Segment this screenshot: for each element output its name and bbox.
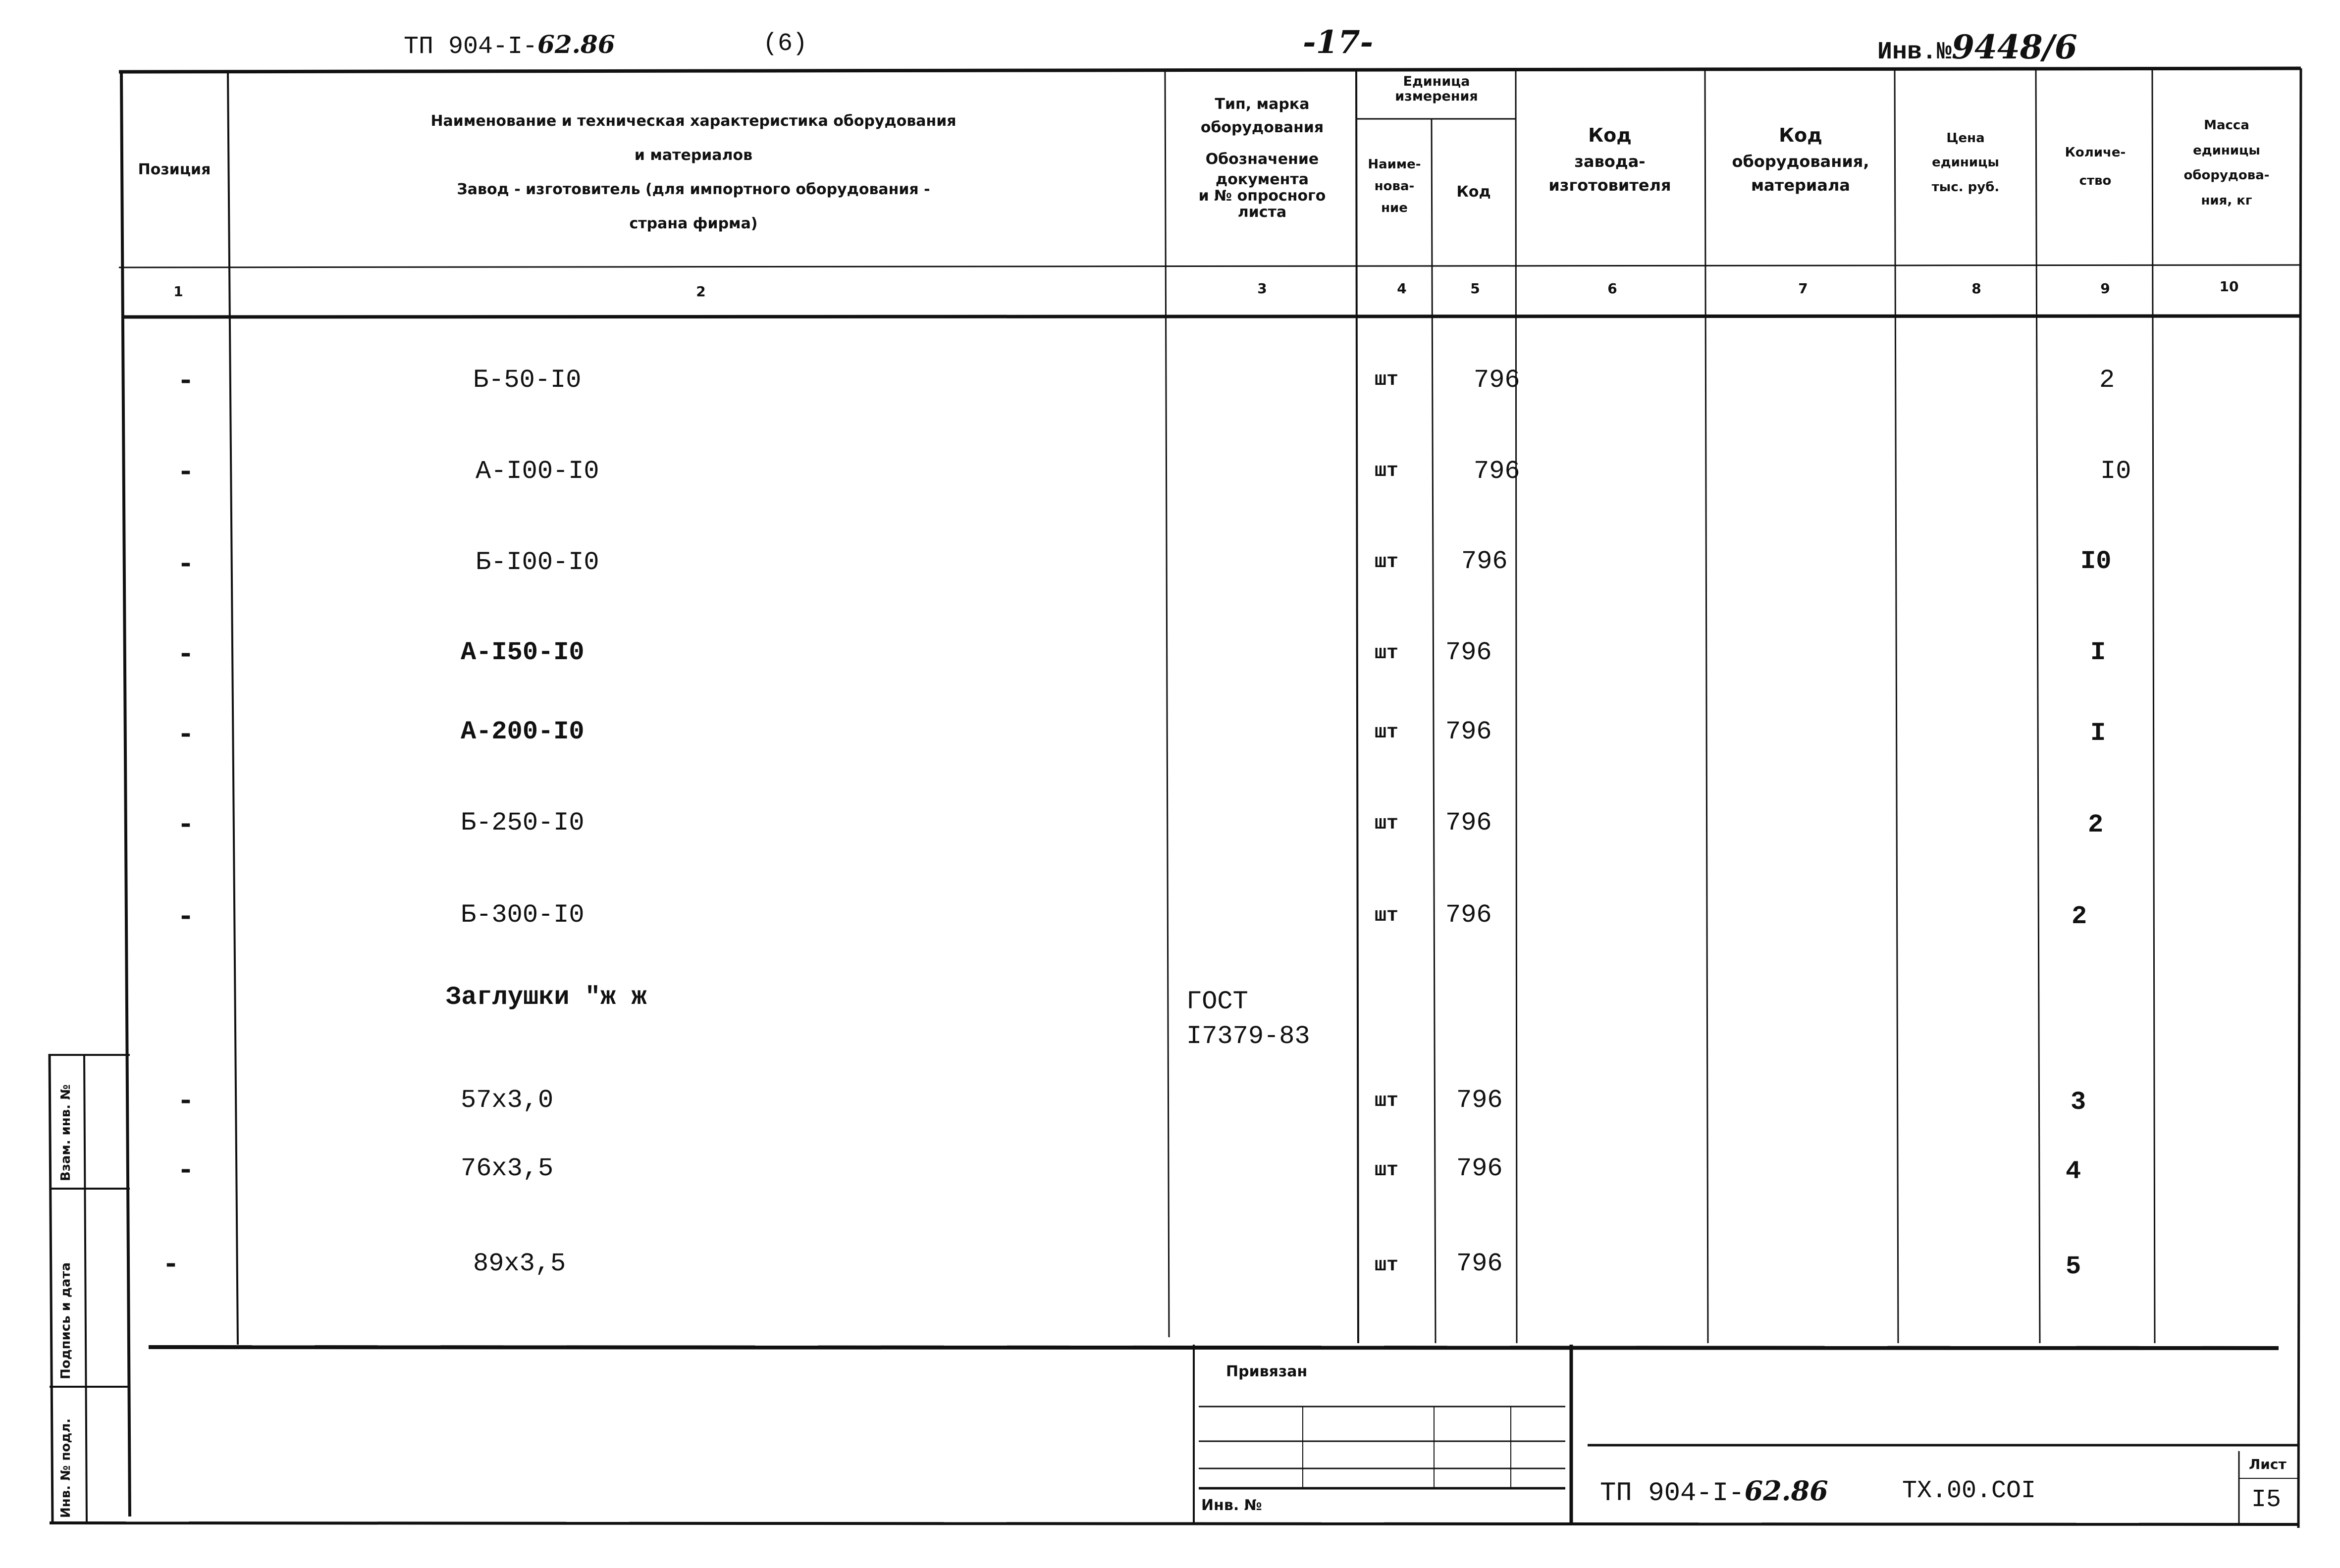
row-name: А-200-I0 xyxy=(461,717,585,746)
row-quantity: I0 xyxy=(2080,547,2112,576)
row-code: 796 xyxy=(1461,547,1508,576)
row-quantity: I0 xyxy=(2100,457,2131,486)
stamp-signature-date: Подпись и дата xyxy=(58,1262,73,1379)
row-unit: шт xyxy=(1375,642,1399,665)
col-number: 1 xyxy=(173,283,183,300)
row-quantity: 4 xyxy=(2066,1157,2081,1186)
row-name: А-I50-I0 xyxy=(461,638,585,667)
row-unit: шт xyxy=(1375,1090,1399,1112)
designation-prefix: ТП 904-I- xyxy=(404,33,538,61)
col-number: 10 xyxy=(2219,278,2239,295)
col-number: 5 xyxy=(1470,280,1480,297)
row-quantity: I xyxy=(2090,719,2106,748)
row-document: ГОСТ I7379-83 xyxy=(1186,987,1310,1051)
row-name: Б-250-I0 xyxy=(461,808,585,837)
row-unit: шт xyxy=(1375,905,1399,927)
row-code: 796 xyxy=(1456,1154,1503,1183)
row-code: 796 xyxy=(1445,900,1492,930)
row-quantity: 5 xyxy=(2066,1252,2081,1281)
row-position: - xyxy=(177,719,195,751)
row-position: - xyxy=(162,1249,180,1281)
row-code: 796 xyxy=(1474,457,1520,486)
col-header-unit-name: Наиме- нова- ние xyxy=(1368,157,1421,216)
section-title: Заглушки "ж ж xyxy=(446,983,647,1012)
col-number: 6 xyxy=(1607,280,1617,297)
stamp-vzam-inv: Взам. инв. № xyxy=(58,1084,73,1181)
col-number: 4 xyxy=(1397,280,1407,297)
row-code: 796 xyxy=(1456,1086,1503,1115)
row-name: Б-300-I0 xyxy=(461,900,585,930)
row-unit: шт xyxy=(1375,460,1399,482)
row-code: 796 xyxy=(1445,717,1492,746)
row-unit: шт xyxy=(1375,369,1399,391)
sheet-number: (6) xyxy=(763,30,808,58)
row-position: - xyxy=(177,1086,195,1118)
inventory-handwritten: 9448/6 xyxy=(1952,28,2077,66)
row-code: 796 xyxy=(1445,638,1492,667)
title-block-privyazan: Привязан xyxy=(1226,1363,1308,1380)
col-number: 9 xyxy=(2100,280,2110,297)
row-position: - xyxy=(177,1155,195,1187)
row-quantity: 3 xyxy=(2071,1088,2086,1117)
row-name: 76x3,5 xyxy=(461,1154,554,1183)
col-number: 7 xyxy=(1798,280,1808,297)
row-position: - xyxy=(177,901,195,934)
col-header-type: Тип, марка оборудования Обозначение документа и № опросного листа xyxy=(1198,96,1326,221)
row-position: - xyxy=(177,639,195,671)
row-name: А-I00-I0 xyxy=(476,457,599,486)
row-position: - xyxy=(177,366,195,398)
row-quantity: 2 xyxy=(2088,810,2104,839)
inventory-prefix: Инв.№ xyxy=(1877,38,1952,66)
row-code: 796 xyxy=(1474,366,1520,395)
col-header-equipment-code: Код оборудования, материала xyxy=(1732,124,1869,195)
row-unit: шт xyxy=(1375,813,1399,835)
row-name: Б-50-I0 xyxy=(473,366,582,395)
row-unit: шт xyxy=(1375,551,1399,574)
col-header-factory-code: Код завода- изготовителя xyxy=(1548,124,1671,195)
row-position: - xyxy=(177,809,195,841)
row-position: - xyxy=(177,549,195,581)
row-unit: шт xyxy=(1375,722,1399,744)
col-header-position: Позиция xyxy=(138,161,211,178)
col-number: 3 xyxy=(1257,280,1267,297)
row-unit: шт xyxy=(1375,1159,1399,1182)
row-name: Б-I00-I0 xyxy=(476,548,599,577)
title-block-doc-code: ТХ.00.СОI xyxy=(1902,1477,2036,1505)
col-header-mass: Масса единицы оборудова- ния, кг xyxy=(2183,118,2270,209)
col-number: 8 xyxy=(1971,280,1981,297)
title-block-inv-no: Инв. № xyxy=(1201,1497,1262,1514)
title-block-designation: ТП 904-I-62.86 xyxy=(1600,1475,1828,1509)
col-header-quantity: Количе- ство xyxy=(2065,145,2126,189)
col-number: 2 xyxy=(696,283,706,300)
row-quantity: I xyxy=(2090,638,2106,667)
stamp-inv-original: Инв. № подл. xyxy=(58,1418,73,1518)
row-quantity: 2 xyxy=(2099,366,2115,395)
row-quantity: 2 xyxy=(2072,902,2087,931)
page-number: -17- xyxy=(1303,24,1374,61)
col-header-name: Наименование и техническая характеристика оборудования и материалов Завод - изготовитель (для импортного оборудования - страна фирма) xyxy=(430,112,957,232)
designation-handwritten: 62.86 xyxy=(537,30,615,59)
row-code: 796 xyxy=(1456,1249,1503,1278)
row-position: - xyxy=(177,457,195,489)
row-name: 89x3,5 xyxy=(473,1249,566,1278)
title-block-sheet-label: Лист xyxy=(2249,1456,2287,1472)
col-header-unit-group: Единица измерения xyxy=(1395,74,1478,104)
col-header-unit-code: Код xyxy=(1456,183,1491,201)
title-block-sheet-value: I5 xyxy=(2251,1486,2282,1514)
col-header-price: Цена единицы тыс. руб. xyxy=(1931,131,2000,195)
row-unit: шт xyxy=(1375,1254,1399,1277)
row-name: 57x3,0 xyxy=(461,1086,554,1115)
row-code: 796 xyxy=(1445,808,1492,837)
